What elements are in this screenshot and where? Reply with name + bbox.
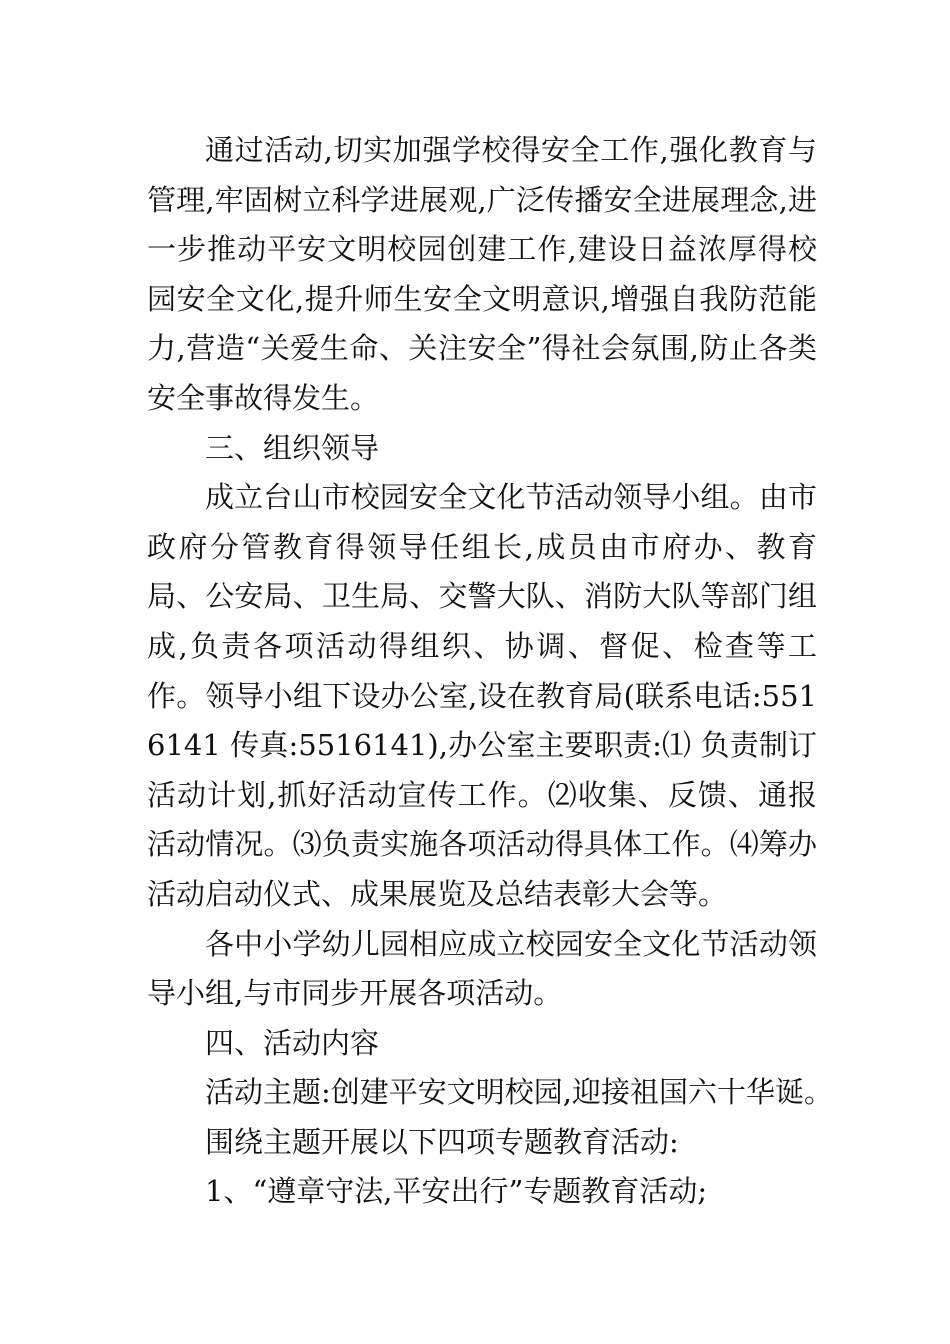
- activity-theme-line: 活动主题:创建平安文明校园,迎接祖国六十华诞。: [205, 1075, 833, 1110]
- document-body: [147, 126, 833, 1217]
- paragraph-school-groups: 各中小学幼儿园相应成立校园安全文化节活动领导小组,与市同步开展各项活动。: [147, 926, 817, 1011]
- activity-intro-line: 围绕主题开展以下四项专题教育活动:: [205, 1124, 679, 1159]
- paragraph-leadership-group: 成立台山市校园安全文化节活动领导小组。由市政府分管教育得领导任组长,成员由市府办、教育局、公安局、卫生局、交警大队、消防大队等部门组成,负责各项活动得组织、协调、督促、检查等工作。领导小组下设办公室,设在教育局(联系电话:5516141 传真:5516141),办公室主要职责:⑴ 负责制订活动计划,抓好活动宣传工作。⑵收集、反馈、通报活动情况。⑶负责实施各项活动得具体工作。⑷筹办活动启动仪式、成果展览及总结表彰大会等。: [147, 480, 817, 911]
- section-heading-organization: 三、组织领导: [205, 430, 380, 465]
- activity-item-1: 1、“遵章守法,平安出行”专题教育活动;: [205, 1174, 708, 1209]
- paragraph-purpose: 通过活动,切实加强学校得安全工作,强化教育与管理,牢固树立科学进展观,广泛传播安全进展理念,进一步推动平安文明校园创建工作,建设日益浓厚得校园安全文化,提升师生安全文明意识,增强自我防范能力,营造“关爱生命、关注安全”得社会氛围,防止各类安全事故得发生。: [147, 133, 817, 415]
- section-heading-activities: 四、活动内容: [205, 1025, 380, 1060]
